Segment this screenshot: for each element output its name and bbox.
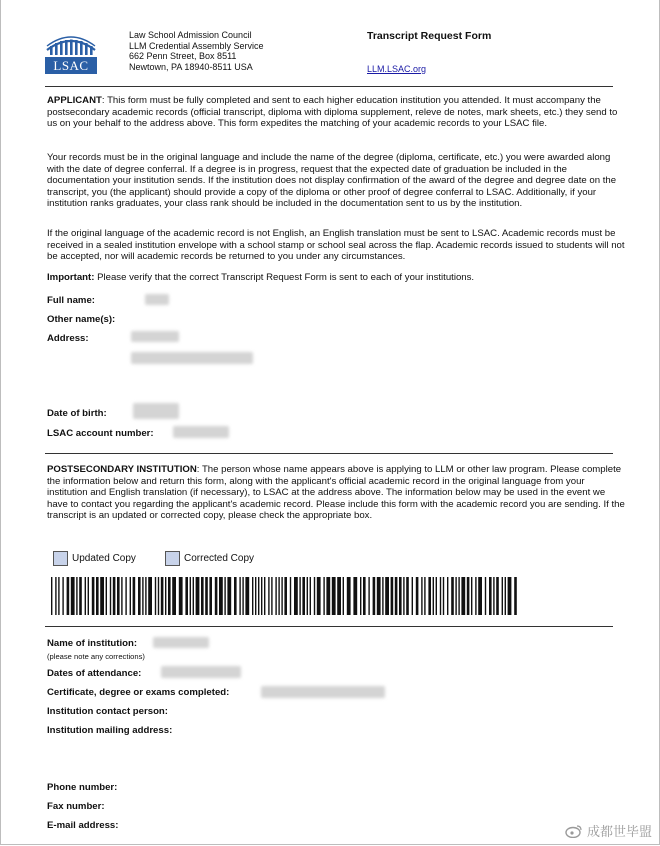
lsac-link[interactable]: LLM.LSAC.org — [367, 64, 427, 74]
barcode-bar — [347, 577, 351, 615]
barcode-bar — [458, 577, 459, 615]
barcode-bar — [161, 577, 164, 615]
barcode-bar — [281, 577, 282, 615]
barcode-bar — [165, 577, 166, 615]
divider — [45, 86, 613, 87]
barcode-bar — [382, 577, 383, 615]
dates-of-attendance-redacted — [161, 666, 241, 678]
barcode-bar — [185, 577, 188, 615]
watermark — [565, 821, 652, 840]
full-name-value-redacted — [145, 294, 169, 305]
barcode-bar — [168, 577, 171, 615]
institution-paragraph — [47, 464, 627, 522]
barcode-bar — [467, 577, 470, 615]
lsac-logo — [45, 28, 97, 74]
barcode-bar — [145, 577, 146, 615]
barcode — [51, 577, 517, 615]
barcode-bar — [201, 577, 204, 615]
barcode-bar — [55, 577, 56, 615]
barcode-bar — [113, 577, 116, 615]
checkbox-box[interactable] — [165, 551, 180, 566]
barcode-bar — [502, 577, 503, 615]
barcode-bar — [424, 577, 425, 615]
barcode-bar — [196, 577, 200, 615]
barcode-bar — [353, 577, 357, 615]
barcode-bar — [391, 577, 394, 615]
barcode-bar — [290, 577, 291, 615]
barcode-bar — [337, 577, 341, 615]
corrected-copy-checkbox[interactable] — [165, 551, 254, 566]
divider — [45, 626, 613, 627]
checkbox-box[interactable] — [53, 551, 68, 566]
institution-name-redacted — [153, 637, 209, 648]
barcode-bar — [421, 577, 422, 615]
barcode-bar — [377, 577, 381, 615]
certificate-label: Certificate, degree or exams completed: — [47, 687, 230, 698]
email-label: E-mail address: — [47, 820, 119, 831]
barcode-bar — [117, 577, 120, 615]
barcode-bar — [158, 577, 159, 615]
barcode-bar — [71, 577, 75, 615]
barcode-bar — [142, 577, 143, 615]
barcode-bar — [385, 577, 389, 615]
barcode-bar — [278, 577, 279, 615]
barcode-bar — [440, 577, 441, 615]
barcode-bar — [302, 577, 305, 615]
dates-of-attendance-label: Dates of attendance: — [47, 668, 142, 679]
barcode-bar — [373, 577, 376, 615]
form-title: Transcript Request Form — [367, 30, 492, 42]
mailing-address-label: Institution mailing address: — [47, 725, 173, 736]
barcode-bar — [395, 577, 398, 615]
institution-text: : The person whose name appears above is applying to LLM or other law program. Please complete the information below and return this form, along with the applicant's official academic record in the original language from your institution and English translation (if necessary), to LSAC at the address above. The information below may be used in the event we have to contact you regarding the applicant's academic record. Please include this form with the academic record you are sending. If the transcript is an updated or corrected copy, please check the appropriate box. — [47, 464, 625, 522]
lsac-account-value-redacted — [173, 426, 229, 438]
barcode-bar — [209, 577, 212, 615]
barcode-bar — [172, 577, 176, 615]
barcode-bar — [514, 577, 517, 615]
applicant-paragraph-2: Your records must be in the original language and include the name of the degree (diploma, certificate, etc.) you were awarded along with the date of degree conferral. If a degree is in progress, request that the expected date of graduation be included in the documentation your institution sends. If the institution does not display confirmation of the award of the degree and degree date on the transcript, you (the applicant) should provide a copy of the diploma or other proof of degree conferral to LSAC. Additionally, if your institution ranks graduates, your class rank should be included in the documentation sent to us by the institution. — [47, 152, 617, 210]
barcode-bar — [234, 577, 237, 615]
barcode-bar — [51, 577, 52, 615]
barcode-bar — [245, 577, 249, 615]
barcode-bar — [85, 577, 86, 615]
barcode-bar — [332, 577, 336, 615]
barcode-bar — [179, 577, 183, 615]
other-names-label: Other name(s): — [47, 314, 116, 325]
barcode-bar — [268, 577, 269, 615]
barcode-bar — [219, 577, 223, 615]
barcode-bar — [294, 577, 298, 615]
barcode-bar — [447, 577, 448, 615]
barcode-bar — [360, 577, 361, 615]
barcode-bar — [215, 577, 218, 615]
barcode-bar — [239, 577, 240, 615]
barcode-bar — [317, 577, 321, 615]
applicant-paragraph-3: If the original language of the academic record is not English, an English translation must be sent to LSAC. Academic records must be received in a sealed institution envelope with a school stamp or school seal across the flap. Academic records issued to students will not be accepted, nor will academic records be returned to you under any circumstances. — [47, 228, 625, 263]
barcode-bar — [323, 577, 324, 615]
barcode-bar — [433, 577, 434, 615]
barcode-bar — [326, 577, 330, 615]
barcode-bar — [310, 577, 311, 615]
contact-person-label: Institution contact person: — [47, 706, 168, 717]
applicant-text: : This form must be fully completed and sent to each higher education institution you attended. It must accompany the postsecondary academic records (official transcript, diploma with diploma supplement, releve de notes, mark sheets, etc.) they send to us on your behalf to the address above. This form expedites the matching of your academic records to your LSAC file. — [47, 95, 618, 130]
fax-label: Fax number: — [47, 801, 105, 812]
address-line-redacted — [131, 331, 179, 342]
barcode-bar — [443, 577, 444, 615]
barcode-bar — [252, 577, 253, 615]
barcode-bar — [403, 577, 404, 615]
barcode-bar — [406, 577, 409, 615]
barcode-bar — [67, 577, 70, 615]
barcode-bar — [138, 577, 141, 615]
barcode-bar — [275, 577, 276, 615]
lsac-account-label: LSAC account number: — [47, 428, 154, 439]
barcode-bar — [155, 577, 156, 615]
barcode-bar — [190, 577, 191, 615]
barcode-bar — [284, 577, 287, 615]
applicant-heading: APPLICANT — [47, 95, 102, 106]
barcode-bar — [121, 577, 122, 615]
barcode-bar — [261, 577, 262, 615]
address-label: Address: — [47, 333, 89, 344]
barcode-bar — [110, 577, 111, 615]
barcode-bar — [133, 577, 136, 615]
barcode-bar — [100, 577, 104, 615]
barcode-bar — [428, 577, 431, 615]
barcode-bar — [79, 577, 82, 615]
important-note — [47, 272, 627, 284]
barcode-bar — [76, 577, 77, 615]
barcode-bar — [493, 577, 494, 615]
org-line: Newtown, PA 18940-8511 USA — [129, 61, 253, 72]
barcode-bar — [496, 577, 499, 615]
logo-text: LSAC — [53, 58, 89, 73]
divider — [45, 453, 613, 454]
barcode-bar — [416, 577, 419, 615]
barcode-bar — [505, 577, 506, 615]
barcode-bar — [224, 577, 225, 615]
barcode-bar — [242, 577, 243, 615]
barcode-bar — [471, 577, 472, 615]
barcode-bar — [455, 577, 456, 615]
full-name-label: Full name: — [47, 295, 95, 306]
institution-heading: POSTSECONDARY INSTITUTION — [47, 464, 197, 475]
barcode-bar — [255, 577, 256, 615]
organization-address — [129, 30, 264, 72]
phone-label: Phone number: — [47, 782, 118, 793]
barcode-bar — [399, 577, 402, 615]
barcode-bar — [148, 577, 152, 615]
barcode-bar — [363, 577, 366, 615]
barcode-bar — [130, 577, 131, 615]
institution-name-label: Name of institution: — [47, 638, 138, 649]
certificate-value-redacted — [261, 686, 385, 698]
dob-value-redacted — [133, 403, 179, 419]
barcode-bar — [489, 577, 492, 615]
barcode-bar — [88, 577, 89, 615]
barcode-bar — [412, 577, 413, 615]
barcode-bar — [258, 577, 259, 615]
barcode-bar — [368, 577, 369, 615]
org-line: Law School Admission Council — [129, 30, 252, 40]
barcode-bar — [485, 577, 486, 615]
important-label: Important: — [47, 272, 95, 283]
org-line: LLM Credential Assembly Service — [129, 40, 264, 51]
barcode-bar — [508, 577, 512, 615]
weibo-icon — [565, 824, 583, 838]
barcode-bar — [314, 577, 315, 615]
updated-copy-label: Updated Copy — [72, 553, 136, 564]
barcode-bar — [343, 577, 344, 615]
barcode-bar — [58, 577, 59, 615]
barcode-bar — [307, 577, 308, 615]
barcode-bar — [436, 577, 437, 615]
barcode-bar — [271, 577, 272, 615]
org-line: 662 Penn Street, Box 8511 — [129, 51, 237, 62]
institution-name-note: (please note any corrections) — [47, 652, 145, 661]
barcode-bar — [227, 577, 231, 615]
watermark-text: 成都世毕盟 — [586, 824, 652, 839]
important-text: Please verify that the correct Transcript Request Form is sent to each of your institutions. — [94, 272, 475, 283]
barcode-bar — [62, 577, 63, 615]
barcode-bar — [475, 577, 476, 615]
barcode-bar — [299, 577, 300, 615]
applicant-paragraph-1 — [47, 95, 627, 130]
barcode-bar — [264, 577, 265, 615]
address-line-redacted — [131, 352, 253, 364]
barcode-bar — [125, 577, 126, 615]
barcode-bar — [92, 577, 95, 615]
barcode-bar — [451, 577, 454, 615]
barcode-bar — [193, 577, 194, 615]
barcode-bar — [106, 577, 107, 615]
updated-copy-checkbox[interactable] — [53, 551, 136, 566]
barcode-bar — [96, 577, 99, 615]
barcode-bar — [478, 577, 482, 615]
dob-label: Date of birth: — [47, 408, 107, 419]
barcode-bar — [461, 577, 465, 615]
barcode-bar — [205, 577, 208, 615]
corrected-copy-label: Corrected Copy — [184, 553, 255, 564]
